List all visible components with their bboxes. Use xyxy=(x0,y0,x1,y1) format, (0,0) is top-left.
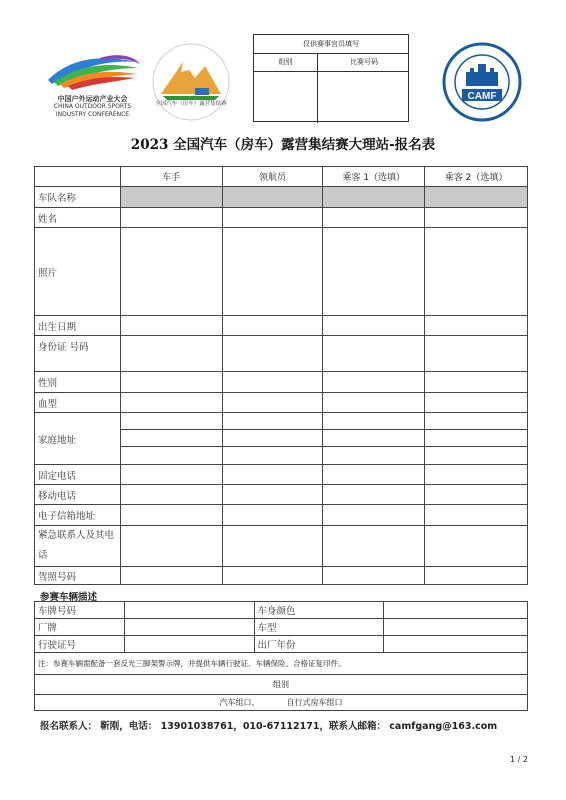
header-navigator: 领航员 xyxy=(222,167,323,187)
address-navigator-cell[interactable] xyxy=(222,447,323,465)
camf-seal-icon xyxy=(442,42,522,122)
label-name: 姓名 xyxy=(35,208,121,228)
header-driver: 车手 xyxy=(120,167,222,187)
page-title: 2023 全国汽车（房车）露营集结赛大理站-报名表 xyxy=(130,137,436,153)
birth-passenger1-cell[interactable] xyxy=(323,316,425,336)
gender-passenger1-cell[interactable] xyxy=(323,372,425,393)
row-license xyxy=(35,567,528,585)
mobile-driver-cell[interactable] xyxy=(120,485,222,505)
phone-driver-cell[interactable] xyxy=(120,465,222,485)
team-passenger1-cell[interactable] xyxy=(323,187,425,208)
phone-passenger2-cell[interactable] xyxy=(425,465,528,485)
contact-line: 报名联系人： 靳刚，电话： 13901038761，010-67112171，联系人邮箱： camfgang@163.com xyxy=(40,721,498,732)
row-brand-model xyxy=(35,619,528,636)
team-navigator-cell[interactable] xyxy=(222,187,323,208)
group-option-car[interactable]: 汽车组口、 xyxy=(219,698,260,707)
registration-table xyxy=(34,166,528,585)
official-group-label: 组别 xyxy=(278,58,293,66)
header-passenger1: 乘客 1（选填） xyxy=(323,167,425,187)
name-passenger1-cell[interactable] xyxy=(323,208,425,228)
model-input-cell[interactable] xyxy=(384,619,528,636)
official-use-box xyxy=(253,34,409,122)
email-passenger1-cell[interactable] xyxy=(323,505,425,526)
blood-passenger2-cell[interactable] xyxy=(425,393,528,413)
label-blood: 血型 xyxy=(35,393,121,413)
id-passenger1-cell[interactable] xyxy=(323,336,425,372)
phone-passenger1-cell[interactable] xyxy=(323,465,425,485)
plate-input-cell[interactable] xyxy=(124,602,254,619)
row-address-1 xyxy=(35,413,528,430)
table-header-row xyxy=(35,167,528,187)
vehicle-note: 注：参赛车辆需配备一套反光三脚架警示牌，并提供车辆行驶证、车辆保险、合格证复印件。 xyxy=(35,653,528,675)
license-passenger1-cell[interactable] xyxy=(323,567,425,585)
name-navigator-cell[interactable] xyxy=(222,208,323,228)
address-passenger1-cell[interactable] xyxy=(323,430,425,447)
header-passenger2: 乘客 2（选填） xyxy=(425,167,528,187)
id-driver-cell[interactable] xyxy=(120,336,222,372)
label-team: 车队名称 xyxy=(35,187,121,208)
gender-navigator-cell[interactable] xyxy=(222,372,323,393)
row-name xyxy=(35,208,528,228)
label-brand: 厂牌 xyxy=(35,619,125,636)
row-plate-color xyxy=(35,602,528,619)
photo-passenger1-cell[interactable] xyxy=(323,228,425,316)
row-photo xyxy=(35,228,528,316)
label-gender: 性别 xyxy=(35,372,121,393)
address-passenger1-cell[interactable] xyxy=(323,447,425,465)
header-blank xyxy=(35,167,121,187)
address-passenger2-cell[interactable] xyxy=(425,447,528,465)
conference-name-cn: 中国户外运动产业大会 xyxy=(57,95,128,103)
label-email: 电子信箱地址 xyxy=(35,505,121,526)
license-passenger2-cell[interactable] xyxy=(425,567,528,585)
photo-driver-cell[interactable] xyxy=(120,228,222,316)
group-options-cell xyxy=(35,695,528,711)
gender-passenger2-cell[interactable] xyxy=(425,372,528,393)
official-number-cell xyxy=(318,53,410,123)
mountain-badge-icon xyxy=(151,42,231,122)
rally-logo-caption: 全国汽车（房车）露营集结赛 xyxy=(155,101,227,107)
name-driver-cell[interactable] xyxy=(120,208,222,228)
emergency-passenger2-cell[interactable] xyxy=(425,526,528,567)
vehicle-section-title: 参赛车辆描述 xyxy=(40,592,98,603)
mobile-passenger2-cell[interactable] xyxy=(425,485,528,505)
vehicle-table xyxy=(34,601,528,711)
id-navigator-cell[interactable] xyxy=(222,336,323,372)
mobile-passenger1-cell[interactable] xyxy=(323,485,425,505)
row-group-options xyxy=(35,695,528,711)
row-group-title xyxy=(35,675,528,695)
address-driver-cell[interactable] xyxy=(120,447,222,465)
label-reg: 行驶证号 xyxy=(35,636,125,653)
address-driver-cell[interactable] xyxy=(120,413,222,430)
row-blood xyxy=(35,393,528,413)
email-navigator-cell[interactable] xyxy=(222,505,323,526)
gender-driver-cell[interactable] xyxy=(120,372,222,393)
conference-logo xyxy=(40,50,145,120)
brand-input-cell[interactable] xyxy=(124,619,254,636)
wave-logo-icon xyxy=(40,50,145,92)
row-mobile xyxy=(35,485,528,505)
official-number-label: 比赛号码 xyxy=(350,58,378,66)
row-birth xyxy=(35,316,528,336)
row-reg-year xyxy=(35,636,528,653)
email-driver-cell[interactable] xyxy=(120,505,222,526)
mobile-navigator-cell[interactable] xyxy=(222,485,323,505)
label-birth: 出生日期 xyxy=(35,316,121,336)
row-phone xyxy=(35,465,528,485)
email-passenger2-cell[interactable] xyxy=(425,505,528,526)
row-id xyxy=(35,336,528,372)
birth-navigator-cell[interactable] xyxy=(222,316,323,336)
label-id: 身份证 号码 xyxy=(35,336,121,372)
label-plate: 车牌号码 xyxy=(35,602,125,619)
camf-logo xyxy=(442,42,522,122)
conference-name-en2: INDUSTRY CONFERENCE xyxy=(55,111,130,118)
name-passenger2-cell[interactable] xyxy=(425,208,528,228)
label-model: 车型 xyxy=(254,619,384,636)
row-team xyxy=(35,187,528,208)
row-note xyxy=(35,653,528,675)
label-address: 家庭地址 xyxy=(35,413,121,465)
address-passenger1-cell[interactable] xyxy=(323,413,425,430)
label-photo: 照片 xyxy=(35,228,121,316)
blood-passenger1-cell[interactable] xyxy=(323,393,425,413)
camf-acronym: CAMF xyxy=(467,91,497,102)
row-emergency xyxy=(35,526,528,567)
address-driver-cell[interactable] xyxy=(120,430,222,447)
photo-navigator-cell[interactable] xyxy=(222,228,323,316)
label-emergency: 紧急联系人及其电话 xyxy=(35,526,121,567)
birth-driver-cell[interactable] xyxy=(120,316,222,336)
rally-logo xyxy=(151,42,231,122)
official-box-header: 仅供赛事官员填写 xyxy=(254,35,408,54)
label-year: 出厂年份 xyxy=(254,636,384,653)
id-passenger2-cell[interactable] xyxy=(425,336,528,372)
phone-navigator-cell[interactable] xyxy=(222,465,323,485)
license-navigator-cell[interactable] xyxy=(222,567,323,585)
label-license: 驾照号码 xyxy=(35,567,121,585)
group-title: 组别 xyxy=(35,675,528,695)
address-passenger2-cell[interactable] xyxy=(425,413,528,430)
team-driver-cell[interactable] xyxy=(120,187,222,208)
label-color: 车身颜色 xyxy=(254,602,384,619)
conference-name-en1: CHINA OUTDOOR SPORTS xyxy=(53,103,132,110)
page-number: 1 / 2 xyxy=(510,755,528,764)
label-mobile: 移动电话 xyxy=(35,485,121,505)
address-navigator-cell[interactable] xyxy=(222,430,323,447)
group-option-rv[interactable]: 自行式房车组口 xyxy=(286,698,343,707)
address-passenger2-cell[interactable] xyxy=(425,430,528,447)
row-email xyxy=(35,505,528,526)
row-gender xyxy=(35,372,528,393)
license-driver-cell[interactable] xyxy=(120,567,222,585)
label-phone: 固定电话 xyxy=(35,465,121,485)
official-group-cell xyxy=(254,53,318,123)
birth-passenger2-cell[interactable] xyxy=(425,316,528,336)
year-input-cell[interactable] xyxy=(384,636,528,653)
address-navigator-cell[interactable] xyxy=(222,413,323,430)
emergency-passenger1-cell[interactable] xyxy=(323,526,425,567)
team-passenger2-cell[interactable] xyxy=(425,187,528,208)
color-input-cell[interactable] xyxy=(384,602,528,619)
blood-driver-cell[interactable] xyxy=(120,393,222,413)
emergency-navigator-cell[interactable] xyxy=(222,526,323,567)
blood-navigator-cell[interactable] xyxy=(222,393,323,413)
photo-passenger2-cell[interactable] xyxy=(425,228,528,316)
emergency-driver-cell[interactable] xyxy=(120,526,222,567)
official-box-divider xyxy=(254,71,408,72)
reg-input-cell[interactable] xyxy=(124,636,254,653)
